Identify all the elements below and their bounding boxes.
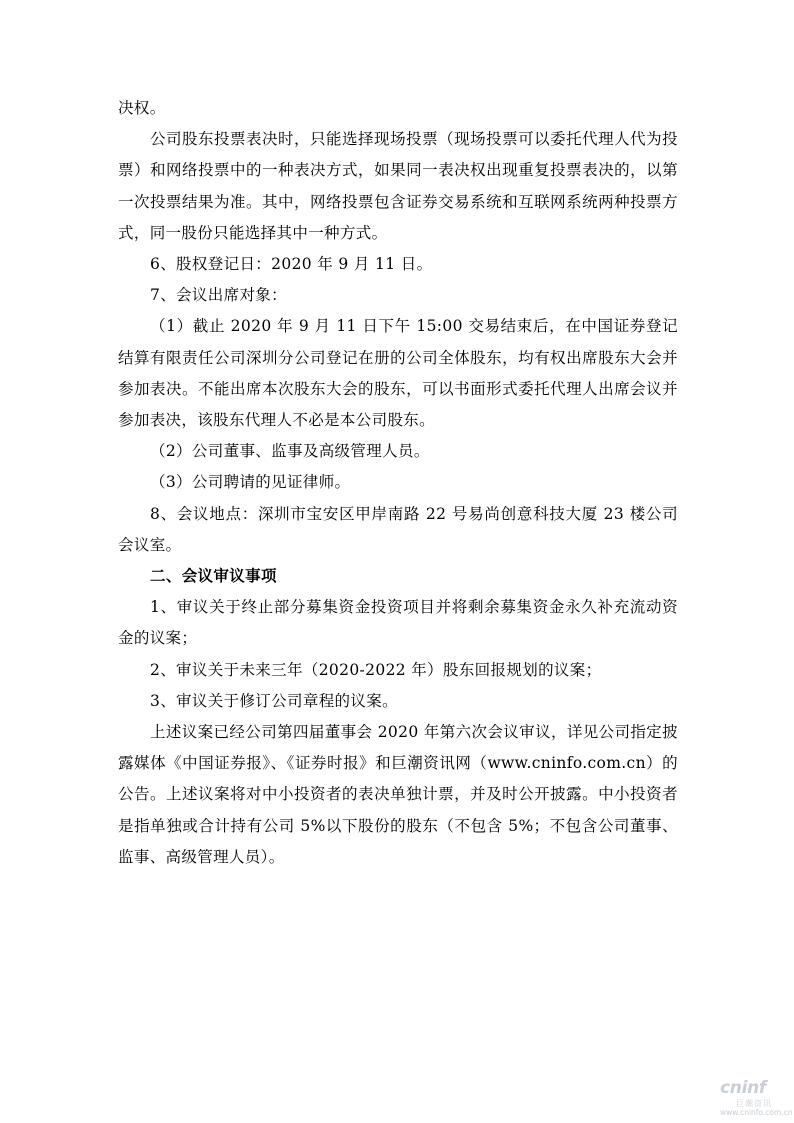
paragraph-continuation: 决权。 xyxy=(118,99,166,117)
paragraph-record-date: 6、股权登记日：2020 年 9 月 11 日。 xyxy=(150,255,433,274)
paragraph-attendees-shareholders: （1）截止 2020 年 9 月 11 日下午 15:00 交易结束后，在中国证券登记结算有限责任公司深圳分公司登记在册的公司全体股东，均有权出席股东大会并参加表决。不能出席本次股东大会的股东，可以书面形式委托代理人出席会议并参加表决，该股东代理人不必是本公司股东。 xyxy=(118,317,678,430)
document-body xyxy=(118,93,678,873)
watermark-logo-text: cninf xyxy=(720,1078,767,1098)
paragraph-agenda-note: 上述议案已经公司第四届董事会 2020 年第六次会议审议，详见公司指定披露媒体《中国证券报》、《证券时报》和巨潮资讯网（www.cninfo.com.cn）的公告。上述议案将对中小投资者的表决单独计票，并及时公开披露。中小投资者是指单独或合计持有公司 5%以下股份的股东（不包含 5%；不包含公司董事、监事、高级管理人员）。 xyxy=(118,723,678,866)
paragraph-agenda-item-3: 3、审议关于修订公司章程的议案。 xyxy=(150,691,398,710)
cninfo-watermark-logo xyxy=(718,1078,793,1118)
paragraph-agenda-item-2: 2、审议关于未来三年（2020-2022 年）股东回报规划的议案； xyxy=(150,660,602,679)
watermark-url-text: www.cninfo.com.cn xyxy=(720,1108,793,1117)
paragraph-agenda-item-1: 1、审议关于终止部分募集资金投资项目并将剩余募集资金永久补充流动资金的议案； xyxy=(118,598,678,648)
paragraph-meeting-location: 8、会议地点：深圳市宝安区甲岸南路 22 号易尚创意科技大厦 23 楼公司会议室。 xyxy=(118,504,678,554)
paragraph-attendees-title: 7、会议出席对象： xyxy=(150,286,288,305)
paragraph-voting-method: 公司股东投票表决时，只能选择现场投票（现场投票可以委托代理人代为投票）和网络投票中的一种表决方式，如果同一表决权出现重复投票表决的，以第一次投票结果为准。其中，网络投票包含证券交易系统和互联网系统两种投票方式，同一股份只能选择其中一种方式。 xyxy=(118,130,678,242)
paragraph-attendees-directors: （2）公司董事、监事及高级管理人员。 xyxy=(150,442,430,461)
section-heading-agenda: 二、会议审议事项 xyxy=(150,567,277,586)
watermark-chinese-text: 巨潮资讯 xyxy=(736,1099,772,1108)
paragraph-attendees-lawyers: （3）公司聘请的见证律师。 xyxy=(150,473,351,492)
